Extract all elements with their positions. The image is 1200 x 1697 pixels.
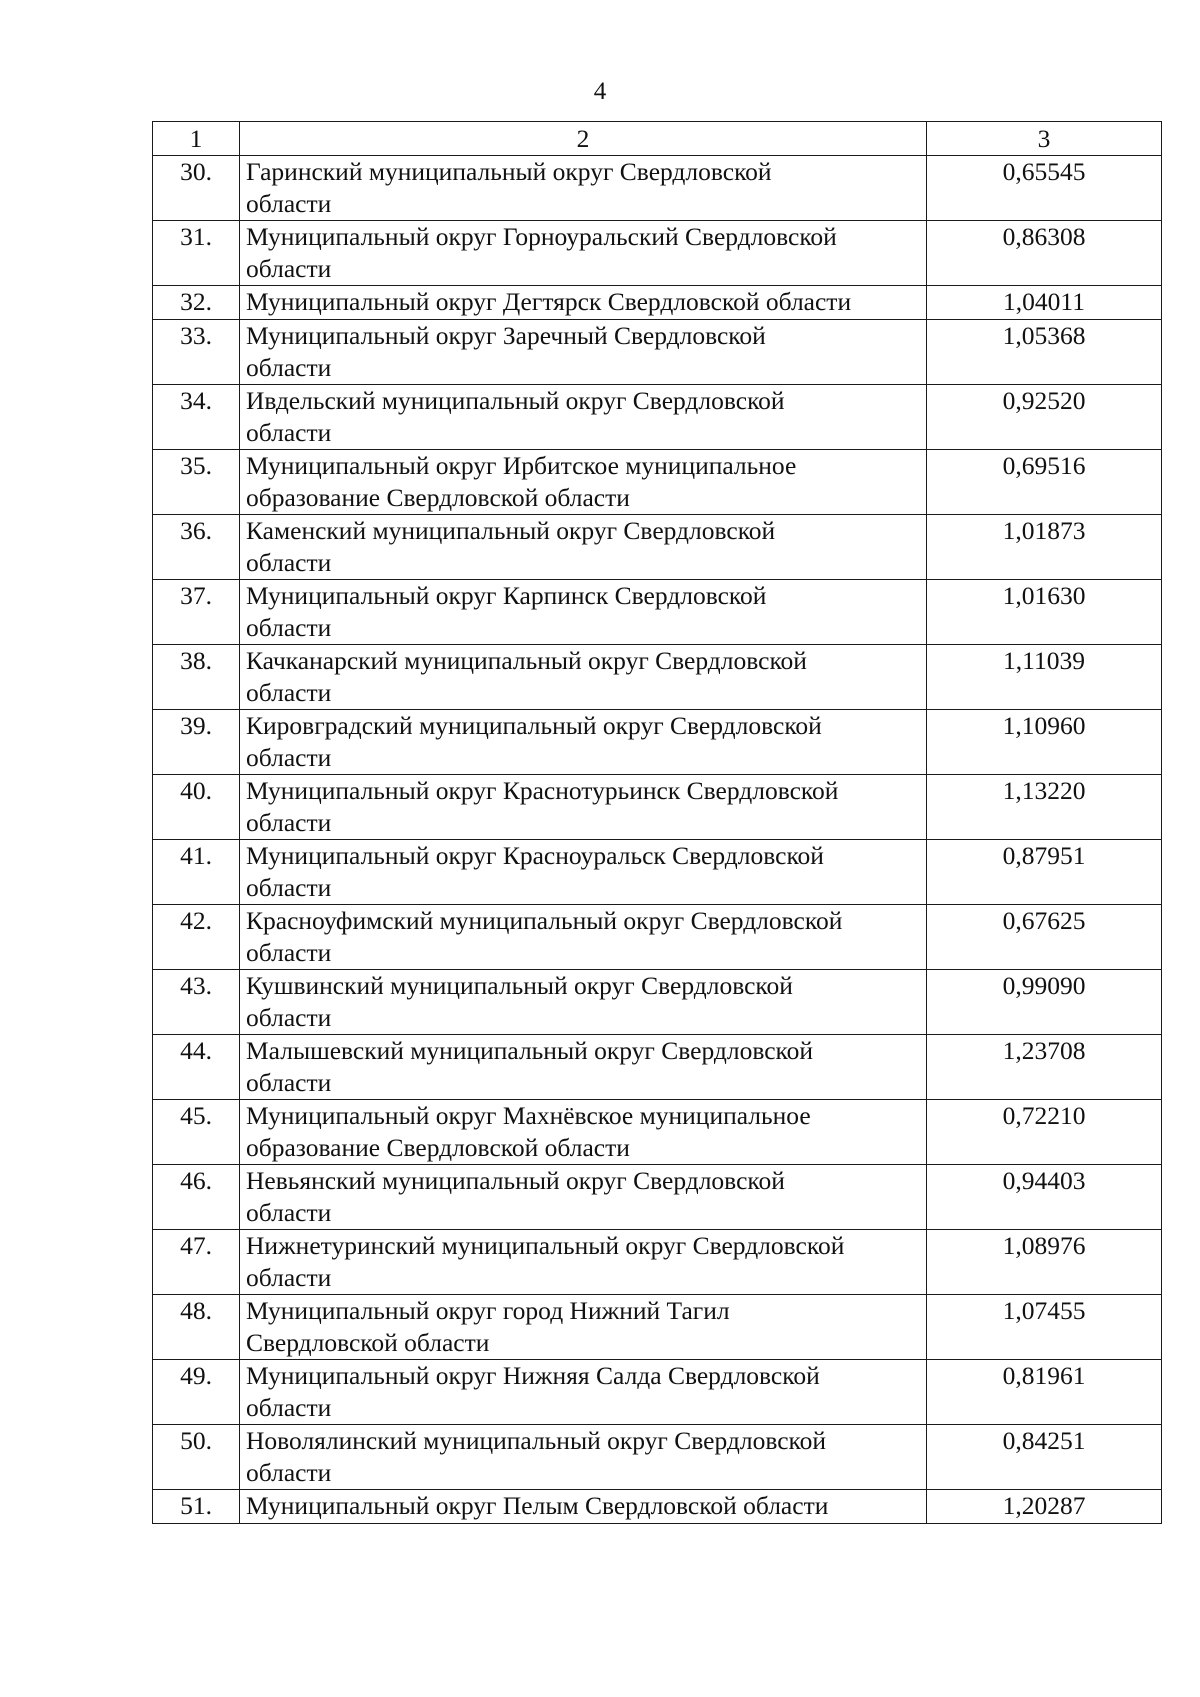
- municipality-name: Новолялинский муниципальный округ Свердловской области: [240, 1425, 927, 1490]
- table-row: [153, 645, 1162, 710]
- row-number: 48.: [153, 1295, 240, 1360]
- municipality-name: Муниципальный округ Горноуральский Свердловской области: [240, 221, 927, 286]
- coefficient-value: 0,65545: [927, 156, 1162, 221]
- coefficient-value: 0,99090: [927, 970, 1162, 1035]
- table-row: [153, 840, 1162, 905]
- header-col-2: 2: [240, 122, 927, 156]
- table-row: [153, 1230, 1162, 1295]
- municipality-name: Муниципальный округ Пелым Свердловской области: [240, 1490, 927, 1524]
- coefficient-value: 1,07455: [927, 1295, 1162, 1360]
- row-number: 37.: [153, 580, 240, 645]
- table-row: [153, 775, 1162, 840]
- table-header-row: [153, 122, 1162, 156]
- coefficient-value: 1,05368: [927, 320, 1162, 385]
- table-row: [153, 1295, 1162, 1360]
- coefficient-value: 0,81961: [927, 1360, 1162, 1425]
- coefficient-value: 1,11039: [927, 645, 1162, 710]
- row-number: 45.: [153, 1100, 240, 1165]
- municipality-name: Муниципальный округ Нижняя Салда Свердловской области: [240, 1360, 927, 1425]
- page-number: 4: [593, 78, 607, 105]
- table-row: [153, 385, 1162, 450]
- municipality-name: Муниципальный округ Заречный Свердловской области: [240, 320, 927, 385]
- row-number: 47.: [153, 1230, 240, 1295]
- table-row: [153, 1100, 1162, 1165]
- coefficient-value: 1,01630: [927, 580, 1162, 645]
- coefficient-value: 0,84251: [927, 1425, 1162, 1490]
- row-number: 33.: [153, 320, 240, 385]
- row-number: 39.: [153, 710, 240, 775]
- table-row: [153, 970, 1162, 1035]
- row-number: 50.: [153, 1425, 240, 1490]
- coefficient-value: 1,01873: [927, 515, 1162, 580]
- row-number: 34.: [153, 385, 240, 450]
- coefficients-table: [152, 121, 1162, 1524]
- row-number: 40.: [153, 775, 240, 840]
- row-number: 32.: [153, 286, 240, 320]
- coefficient-value: 1,23708: [927, 1035, 1162, 1100]
- municipality-name: Муниципальный округ Красноуральск Свердловской области: [240, 840, 927, 905]
- municipality-name: Муниципальный округ Дегтярск Свердловской области: [240, 286, 927, 320]
- coefficient-value: 1,10960: [927, 710, 1162, 775]
- municipality-name: Кировградский муниципальный округ Свердловской области: [240, 710, 927, 775]
- municipality-name: Муниципальный округ город Нижний Тагил Свердловской области: [240, 1295, 927, 1360]
- municipality-name: Муниципальный округ Ирбитское муниципальное образование Свердловской области: [240, 450, 927, 515]
- table-row: [153, 156, 1162, 221]
- coefficient-value: 1,13220: [927, 775, 1162, 840]
- header-col-3: 3: [927, 122, 1162, 156]
- municipality-name: Муниципальный округ Махнёвское муниципальное образование Свердловской области: [240, 1100, 927, 1165]
- table-row: [153, 1490, 1162, 1524]
- table-row: [153, 1035, 1162, 1100]
- row-number: 36.: [153, 515, 240, 580]
- table-row: [153, 221, 1162, 286]
- row-number: 44.: [153, 1035, 240, 1100]
- table-row: [153, 580, 1162, 645]
- row-number: 49.: [153, 1360, 240, 1425]
- row-number: 38.: [153, 645, 240, 710]
- header-col-1: 1: [153, 122, 240, 156]
- municipality-name: Ивдельский муниципальный округ Свердловской области: [240, 385, 927, 450]
- municipality-name: Малышевский муниципальный округ Свердловской области: [240, 1035, 927, 1100]
- coefficient-value: 0,92520: [927, 385, 1162, 450]
- municipality-name: Невьянский муниципальный округ Свердловской области: [240, 1165, 927, 1230]
- row-number: 51.: [153, 1490, 240, 1524]
- coefficient-value: 0,94403: [927, 1165, 1162, 1230]
- municipality-name: Качканарский муниципальный округ Свердловской области: [240, 645, 927, 710]
- row-number: 35.: [153, 450, 240, 515]
- table-row: [153, 320, 1162, 385]
- row-number: 41.: [153, 840, 240, 905]
- table-row: [153, 1360, 1162, 1425]
- coefficient-value: 0,72210: [927, 1100, 1162, 1165]
- table-row: [153, 905, 1162, 970]
- coefficient-value: 0,87951: [927, 840, 1162, 905]
- row-number: 46.: [153, 1165, 240, 1230]
- coefficient-value: 0,67625: [927, 905, 1162, 970]
- municipality-name: Гаринский муниципальный округ Свердловской области: [240, 156, 927, 221]
- coefficient-value: 1,08976: [927, 1230, 1162, 1295]
- row-number: 31.: [153, 221, 240, 286]
- row-number: 30.: [153, 156, 240, 221]
- row-number: 42.: [153, 905, 240, 970]
- table-row: [153, 1165, 1162, 1230]
- municipality-name: Муниципальный округ Краснотурьинск Свердловской области: [240, 775, 927, 840]
- municipality-name: Красноуфимский муниципальный округ Свердловской области: [240, 905, 927, 970]
- table-row: [153, 286, 1162, 320]
- municipality-name: Нижнетуринский муниципальный округ Свердловской области: [240, 1230, 927, 1295]
- coefficient-value: 0,86308: [927, 221, 1162, 286]
- coefficient-value: 1,04011: [927, 286, 1162, 320]
- municipality-name: Муниципальный округ Карпинск Свердловской области: [240, 580, 927, 645]
- table-row: [153, 515, 1162, 580]
- municipality-name: Каменский муниципальный округ Свердловской области: [240, 515, 927, 580]
- coefficient-value: 0,69516: [927, 450, 1162, 515]
- municipality-name: Кушвинский муниципальный округ Свердловской области: [240, 970, 927, 1035]
- table-row: [153, 450, 1162, 515]
- coefficient-value: 1,20287: [927, 1490, 1162, 1524]
- table-row: [153, 1425, 1162, 1490]
- table-row: [153, 710, 1162, 775]
- row-number: 43.: [153, 970, 240, 1035]
